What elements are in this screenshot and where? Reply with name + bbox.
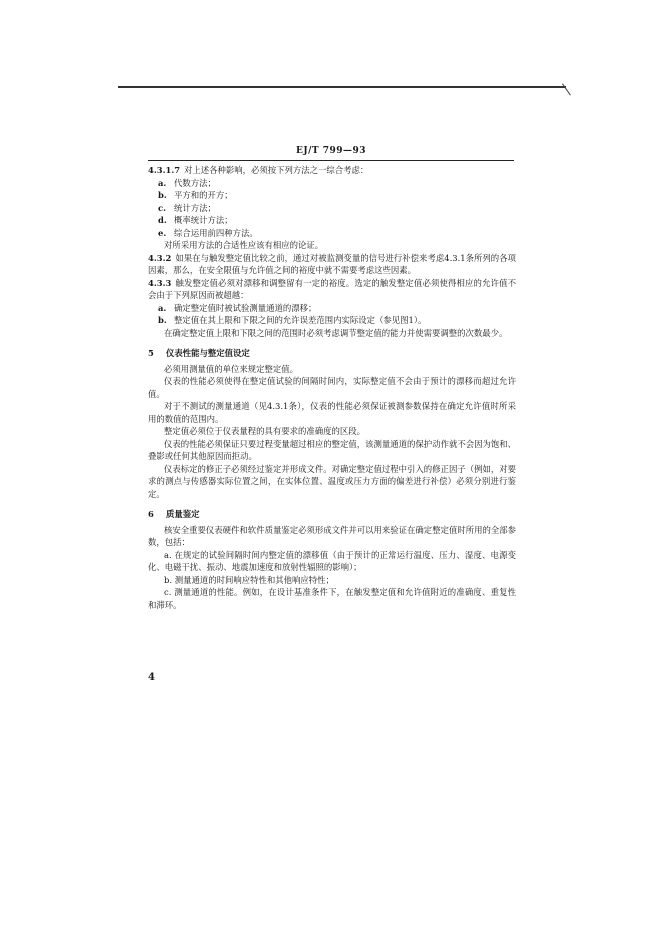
page-number: 4 <box>148 672 155 683</box>
section-title: 质量鉴定 <box>166 509 200 519</box>
list-item: a. 在规定的试验间隔时间内整定值的漂移值（由于预计的正常运行温度、压力、湿度、电源变化、电磁干扰、振动、地震加速度和放射性辐照的影响）； <box>148 549 517 572</box>
list-item: b. 平方和的开方； <box>158 190 233 200</box>
clause-text: 如果在与触发整定值比较之前，通过对被监测变量的信号进行补偿来考虑4.3.1条所列的各项因素，那么，在安全限值与允许值之间的裕度中就不需要考虑这些因素。 <box>148 252 516 275</box>
clause-note: 对所采用方法的合适性应该有相应的论证。 <box>164 240 324 250</box>
paragraph: 必须用测量值的单位来规定整定值。 <box>164 363 298 374</box>
paragraph: 整定值必须位于仪表量程的具有要求的准确度的区段。 <box>164 426 365 436</box>
paragraph: 仪表标定的修正子必须经过鉴定并形成文件。对确定整定值过程中引入的修正因子（例如，对要求的测点与传感器实际位置之间，在实体位置、温度或压力方面的偏差进行补偿）必须分别进行鉴定。 <box>148 463 516 499</box>
clause-number: 4.3.2 <box>148 252 172 263</box>
list-item: b. 测量通道的时间响应特性和其他响应特性； <box>164 574 334 585</box>
list-item: d. 概率统计方法； <box>158 215 233 225</box>
clause-4-3-2 <box>148 252 516 277</box>
clause-4-3-1-7 <box>148 164 516 177</box>
paragraph: 仪表的性能必须使得在整定值试验的间隔时间内，实际整定值不会由于预计的漂移而超过允许值。 <box>148 376 516 399</box>
list-item: b. 整定值在其上限和下限之间的允许误差范围内实际设定（参见图1）。 <box>158 315 427 325</box>
clause-number: 4.3.1.7 <box>148 165 181 175</box>
list-item: a. 确定整定值时被试验测量通道的漂移； <box>158 302 317 313</box>
section-number: 5 <box>148 348 154 358</box>
list-item: a. 代数方法； <box>158 177 216 188</box>
list-item: c. 统计方法； <box>158 202 216 213</box>
paragraph: 仪表的性能必须保证只要过程变量超过相应的整定值，该测量通道的保护动作就不会因为饱和、叠影或任何其他原因而拒动。 <box>148 438 516 461</box>
section-5-heading <box>148 347 516 360</box>
section-number: 6 <box>148 509 154 519</box>
section-6-heading <box>148 508 516 521</box>
top-border-tick <box>562 83 571 95</box>
clause-4-3-3 <box>148 277 516 302</box>
list-item: c. 测量通道的性能。例如，在设计基准条件下，在触发整定值和允许值附近的准确度、重复性和滞环。 <box>148 587 516 610</box>
standard-code-header: EJ/T 799—93 <box>295 146 367 156</box>
document-body <box>148 164 516 611</box>
section-title: 仪表性能与整定值设定 <box>166 348 250 358</box>
top-border-rule <box>118 86 566 88</box>
header-rule <box>148 160 514 161</box>
paragraph: 对于不测试的测量通道（见4.3.1条），仪表的性能必须保证被测参数保持在确定允许值时所采用的数值的范围内。 <box>148 401 516 424</box>
paragraph: 核安全重要仪表硬件和软件质量鉴定必须形成文件并可以用来验证在确定整定值时所用的全部参数，包括： <box>148 524 516 547</box>
clause-note: 在确定整定值上限和下限之间的范围时必须考虑调节整定值的能力并使需要调整的次数最少。 <box>164 327 508 338</box>
clause-text: 触发整定值必须对漂移和调整留有一定的裕度。选定的触发整定值必须使得相应的允许值不会由于下列原因而被超越： <box>148 277 516 300</box>
clause-number: 4.3.3 <box>148 277 172 288</box>
list-item: e. 综合运用前四种方法。 <box>158 227 258 238</box>
clause-text: 对上述各种影响，必须按下列方法之一综合考虑： <box>184 165 369 175</box>
